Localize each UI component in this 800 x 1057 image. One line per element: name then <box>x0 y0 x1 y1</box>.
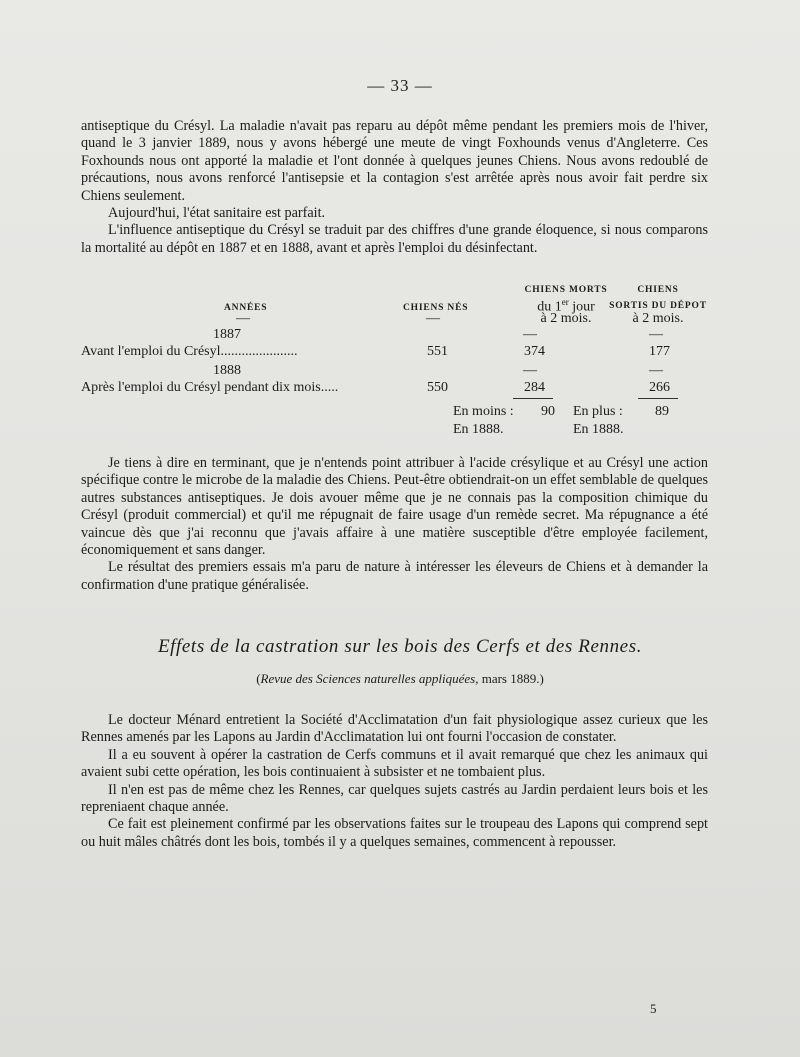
dash: — <box>649 363 663 378</box>
dash: — <box>236 311 250 326</box>
section-title: Effets de la castration sur les bois des Cerfs et des Rennes. <box>157 636 643 657</box>
source-citation: (Revue des Sciences naturelles appliquées, mars 1889.) <box>256 671 544 686</box>
paragraph: Ce fait est pleinement confirmé par les observations faites sur le troupeau des Lapons qui comprend sept ou huit mâles châtrés dont les bois, tombés il y a quelques semaines, commencent à repousser. <box>81 816 708 850</box>
cell-nes: 550 <box>427 380 448 395</box>
en-moins-year: En 1888. <box>453 422 504 437</box>
cell-nes: 551 <box>427 344 448 359</box>
year-1887: 1887 <box>213 327 241 342</box>
page-number: — 33 — <box>367 76 433 95</box>
dash: — <box>523 327 537 342</box>
cell-sortis: 266 <box>649 380 670 395</box>
source-journal: Revue des Sciences naturelles appliquées, <box>260 671 479 686</box>
header-chiens: CHIENS <box>637 285 679 295</box>
header-chiens-morts: CHIENS MORTS <box>524 285 608 295</box>
dash: — <box>523 363 537 378</box>
header-a-deux-mois: à 2 mois. <box>540 311 592 326</box>
row-label: Après l'emploi du Crésyl pendant dix mois..... <box>81 380 339 395</box>
folio-number: 5 <box>650 1001 657 1016</box>
year-1888: 1888 <box>213 363 241 378</box>
dash: — <box>426 311 440 326</box>
cell-morts: 284 <box>524 380 545 395</box>
paragraph: Le docteur Ménard entretient la Société d'Acclimatation d'un fait physiologique assez curieux que les Rennes amenés par les Lapons au Jardin d'Acclimatation lui ont fourni l'occasion de constater. <box>81 712 708 746</box>
paragraph: antiseptique du Crésyl. La maladie n'avait pas reparu au dépôt même pendant les premiers mois de l'hiver, quand le 3 janvier 1889, nous y avons hébergé une meute de vingt Foxhounds venus d'Angleterre. Ces Foxhounds nous ont apporté la maladie et l'ont donnée à quelques jeunes Chiens. Nous avons redoublé de précautions, nous avons renforcé l'antisepsie et la contagion s'est arrêtée après nous avoir fait perdre six Chiens seulement. <box>81 118 708 204</box>
dash: — <box>649 327 663 342</box>
header-sortis-du-depot: SORTIS DU DÉPOT <box>609 301 707 311</box>
header-chiens-nes: CHIENS NÉS <box>403 303 469 313</box>
en-moins-value: 90 <box>541 404 555 419</box>
header-annees: ANNÉES <box>224 303 268 313</box>
header-du-premier-jour: du 1er jour <box>537 297 595 315</box>
sum-rule <box>638 398 678 399</box>
conclusion-text-block <box>81 455 708 594</box>
paragraph: Le résultat des premiers essais m'a paru de nature à intéresser les éleveurs de Chiens et à demander la confirmation d'une pratique généralisée. <box>81 559 708 593</box>
header-sortis-a-deux-mois: à 2 mois. <box>632 311 684 326</box>
paragraph: Il n'en est pas de même chez les Rennes, car quelques sujets castrés au Jardin perdaient leurs bois et les repreniaent chaque année. <box>81 781 708 816</box>
intro-text-block <box>81 118 708 257</box>
paragraph: Il a eu souvent à opérer la castration de Cerfs communs et il avait remarqué que chez les animaux qui avaient subi cette opération, les bois continuaient à subsister et ne tombaient plus. <box>81 746 708 781</box>
en-moins-label: En moins : <box>453 404 514 419</box>
row-label: Avant l'emploi du Crésyl...................... <box>81 344 298 359</box>
paragraph: Je tiens à dire en terminant, que je n'entends point attribuer à l'acide crésylique et au Crésyl une action spécifique contre le microbe de la maladie des Chiens. Peut-être obtiendrait-on un effet semblable de quelques autres substances antiseptiques. Je dois avouer même que je ne connais pas la composition chimique du Crésyl (produit commercial) et qu'il me répugnait de faire usage d'un remède secret. Ma répugnance a été vaincue dès que j'ai reconnu que j'avais affaire à une matière susceptible d'être employée facilement, économiquement et sans danger. <box>81 455 708 559</box>
en-plus-label: En plus : <box>573 404 623 419</box>
en-plus-value: 89 <box>655 404 669 419</box>
paragraph: L'influence antiseptique du Crésyl se traduit par des chiffres d'une grande éloquence, si nous comparons la mortalité au dépôt en 1887 et en 1888, avant et après l'emploi du désinfectant. <box>81 222 708 256</box>
en-plus-year: En 1888. <box>573 422 624 437</box>
paragraph: Aujourd'hui, l'état sanitaire est parfait. <box>108 205 326 222</box>
cell-sortis: 177 <box>649 344 670 359</box>
cell-morts: 374 <box>524 344 545 359</box>
sum-rule <box>513 398 553 399</box>
article-text-block <box>81 712 708 851</box>
